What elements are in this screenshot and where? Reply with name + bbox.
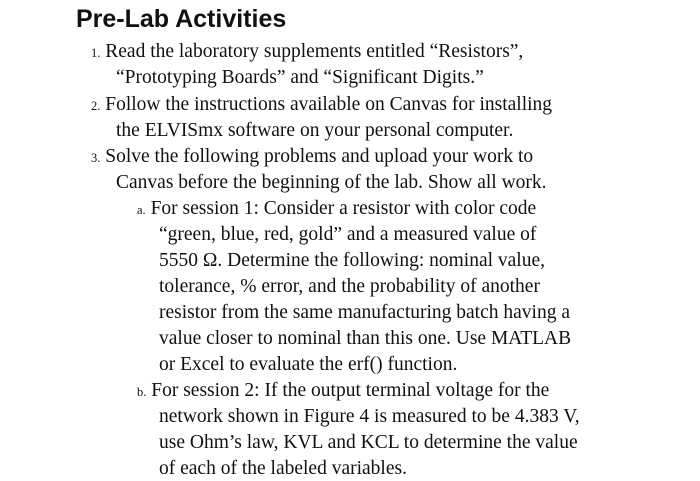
sub-item-a-line-6: value closer to nominal than this one. Use MATLAB [159,328,572,349]
sub-item-a-line-4: tolerance, % error, and the probability of another [159,276,540,297]
sub-item-a-line-3: 5550 Ω. Determine the following: nominal value, [159,250,545,271]
sub-item-a-letter: a. [137,203,146,217]
sub-item-b-line-1 [137,379,549,404]
sub-item-a-line-5: resistor from the same manufacturing batch having a [159,302,570,323]
sub-item-a-line-1 [137,197,536,222]
sub-item-b-text-1: For session 2: If the output terminal voltage for the [151,380,550,401]
list-item-2-number: 2. [91,99,101,113]
sub-item-b-line-3: use Ohm’s law, KVL and KCL to determine the value [159,432,578,453]
sub-item-a-line-7: or Excel to evaluate the erf() function. [159,354,458,375]
list-item-3-text-1: Solve the following problems and upload your work to [105,146,534,167]
sub-item-a-line-2: “green, blue, red, gold” and a measured value of [159,224,537,245]
sub-item-a-text-1: For session 1: Consider a resistor with color code [150,198,537,219]
list-item-1-line-1 [91,40,523,65]
list-item-2-line-1 [91,93,552,118]
sub-item-b-line-2: network shown in Figure 4 is measured to be 4.383 V, [159,406,580,427]
sub-item-b-letter: b. [137,385,147,399]
list-item-3-line-2: Canvas before the beginning of the lab. Show all work. [116,172,547,193]
list-item-1-text-1: Read the laboratory supplements entitled “Resistors”, [105,41,524,62]
list-item-1-number: 1. [91,46,101,60]
list-item-1-line-2: “Prototyping Boards” and “Significant Digits.” [116,67,484,88]
page-title: Pre-Lab Activities [76,5,287,33]
list-item-3-line-1 [91,145,533,170]
list-item-2-line-2: the ELVISmx software on your personal computer. [116,120,514,141]
sub-item-b-line-4: of each of the labeled variables. [159,458,407,479]
list-item-3-number: 3. [91,151,101,165]
list-item-2-text-1: Follow the instructions available on Canvas for installing [105,94,553,115]
